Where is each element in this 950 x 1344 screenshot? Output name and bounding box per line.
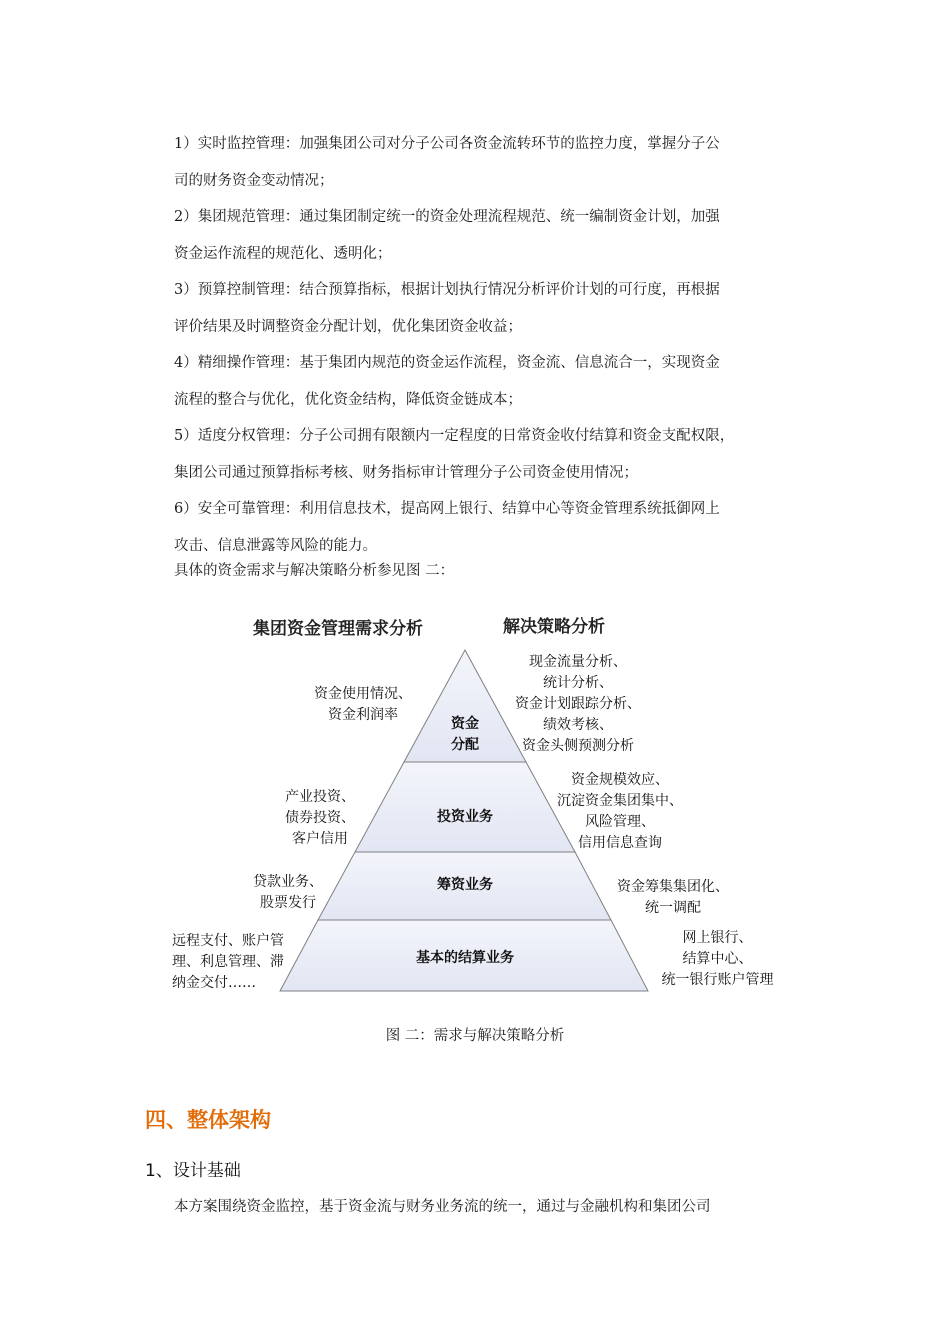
tier-right-note: 网上银行、 结算中心、 统一银行账户管理 [661, 930, 774, 988]
right-column-title: 解决策略分析 [503, 617, 605, 637]
requirements-list [174, 126, 824, 564]
list-item: 6）安全可靠管理：利用信息技术，提高网上银行、结算中心等资金管理系统抵御网上 攻击、信息泄露等风险的能力。 [174, 501, 720, 554]
list-item: 1）实时监控管理：加强集团公司对分子公司各资金流转环节的监控力度，掌握分子公 司的财务资金变动情况； [174, 136, 720, 189]
section-heading: 四、整体架构 [145, 1108, 271, 1132]
tier-left-note: 产业投资、 债券投资、 客户信用 [285, 789, 355, 847]
tier-right-note: 现金流量分析、 统计分析、 资金计划跟踪分析、 绩效考核、 资金头侧预测分析 [515, 654, 641, 754]
tier-center-label: 筹资业务 [437, 877, 493, 893]
figure-intro: 具体的资金需求与解决策略分析参见图 二： [174, 563, 455, 579]
left-column-title: 集团资金管理需求分析 [253, 619, 423, 639]
tier-center-label: 基本的结算业务 [416, 950, 514, 966]
body-paragraph: 本方案围绕资金监控，基于资金流与财务业务流的统一，通过与金融机构和集团公司 [174, 1199, 711, 1215]
tier-center-label: 投资业务 [437, 809, 493, 825]
tier-right-note: 资金筹集集团化、 统一调配 [617, 879, 729, 916]
list-item: 4）精细操作管理：基于集团内规范的资金运作流程，资金流、信息流合一，实现资金 流程的整合与优化，优化资金结构，降低资金链成本； [174, 355, 720, 408]
list-item: 2）集团规范管理：通过集团制定统一的资金处理流程规范、统一编制资金计划，加强 资金运作流程的规范化、透明化； [174, 209, 720, 262]
tier-right-note: 资金规模效应、 沉淀资金集团集中、 风险管理、 信用信息查询 [557, 772, 683, 851]
tier-left-note: 远程支付、账户管 理、利息管理、滞 纳金交付…… [172, 933, 284, 991]
subsection-heading: 1、设计基础 [145, 1161, 241, 1181]
pyramid-figure [160, 600, 800, 1010]
tier-left-note: 贷款业务、 股票发行 [253, 874, 323, 911]
tier-left-note: 资金使用情况、 资金利润率 [314, 686, 412, 723]
list-item: 3）预算控制管理：结合预算指标，根据计划执行情况分析评价计划的可行度，再根据 评价结果及时调整资金分配计划，优化集团资金收益； [174, 282, 720, 335]
tier-center-label: 资金 分配 [451, 716, 479, 753]
list-item: 5）适度分权管理：分子公司拥有限额内一定程度的日常资金收付结算和资金支配权限， 集团公司通过预算指标考核、财务指标审计管理分子公司资金使用情况； [174, 428, 735, 481]
figure-caption: 图 二：需求与解决策略分析 [385, 1028, 565, 1044]
